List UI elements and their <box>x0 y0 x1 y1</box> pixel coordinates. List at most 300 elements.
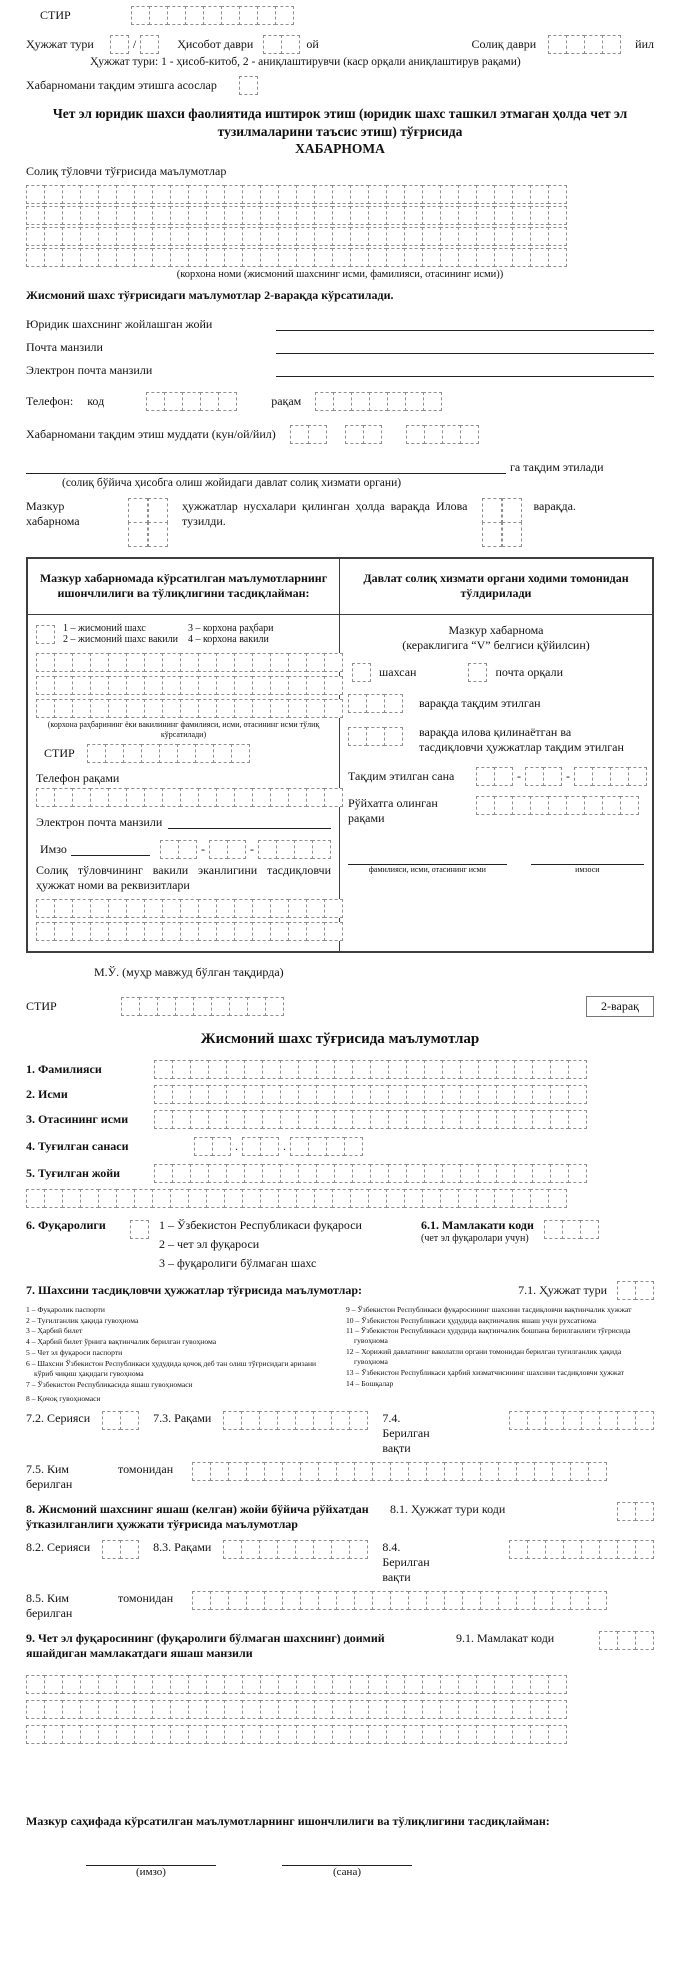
input-cell[interactable] <box>617 1631 636 1650</box>
input-cell[interactable] <box>331 1411 350 1430</box>
input-cell[interactable] <box>352 1110 371 1129</box>
input-cell[interactable] <box>102 1540 121 1559</box>
input-cell[interactable] <box>242 1137 261 1156</box>
input-cell[interactable] <box>231 744 250 763</box>
input-cell[interactable] <box>242 206 261 225</box>
rep-sign-day-cells[interactable] <box>160 840 197 859</box>
input-cell[interactable] <box>404 1725 423 1744</box>
input-cell[interactable] <box>170 206 189 225</box>
input-cell[interactable] <box>134 248 153 267</box>
input-cell[interactable] <box>164 392 183 411</box>
input-cell[interactable] <box>152 1675 171 1694</box>
input-cell[interactable] <box>44 1725 63 1744</box>
input-cell[interactable] <box>532 1110 551 1129</box>
input-cell[interactable] <box>512 1700 531 1719</box>
rep-name-cells-1[interactable] <box>36 653 331 672</box>
input-cell[interactable] <box>242 185 261 204</box>
input-cell[interactable] <box>234 653 253 672</box>
input-cell[interactable] <box>227 840 246 859</box>
input-cell[interactable] <box>494 1725 513 1744</box>
input-cell[interactable] <box>478 1110 497 1129</box>
input-cell[interactable] <box>229 997 248 1016</box>
input-cell[interactable] <box>534 1591 553 1610</box>
input-cell[interactable] <box>460 1085 479 1104</box>
input-cell[interactable] <box>368 1675 387 1694</box>
input-cell[interactable] <box>278 227 297 246</box>
input-cell[interactable] <box>460 1164 479 1183</box>
input-cell[interactable] <box>278 1189 297 1208</box>
rep-phone-cells[interactable] <box>36 788 331 807</box>
input-cell[interactable] <box>247 997 266 1016</box>
input-cell[interactable] <box>334 1060 353 1079</box>
input-cell[interactable] <box>242 1189 261 1208</box>
input-cell[interactable] <box>442 1164 461 1183</box>
input-cell[interactable] <box>278 185 297 204</box>
input-cell[interactable] <box>476 1700 495 1719</box>
in-person-cell[interactable] <box>352 663 371 682</box>
input-cell[interactable] <box>206 1700 225 1719</box>
phone-number-cells[interactable] <box>315 392 442 411</box>
input-cell[interactable] <box>388 1164 407 1183</box>
input-cell[interactable] <box>548 248 567 267</box>
input-cell[interactable] <box>580 1220 599 1239</box>
signer-code-cell[interactable] <box>36 625 55 644</box>
input-cell[interactable] <box>288 899 307 918</box>
input-cell[interactable] <box>224 1700 243 1719</box>
input-cell[interactable] <box>424 1164 443 1183</box>
input-cell[interactable] <box>545 1411 564 1430</box>
input-cell[interactable] <box>224 227 243 246</box>
input-cell[interactable] <box>98 227 117 246</box>
input-cell[interactable] <box>568 1110 587 1129</box>
input-cell[interactable] <box>126 899 145 918</box>
birthdate-year-cells[interactable] <box>290 1137 363 1156</box>
input-cell[interactable] <box>170 1675 189 1694</box>
input-cell[interactable] <box>372 1462 391 1481</box>
input-cell[interactable] <box>259 1411 278 1430</box>
input-cell[interactable] <box>552 1591 571 1610</box>
input-cell[interactable] <box>105 744 124 763</box>
input-cell[interactable] <box>239 6 258 25</box>
sheets-submitted-cells[interactable] <box>348 694 403 713</box>
input-cell[interactable] <box>306 676 325 695</box>
stir-cells[interactable] <box>131 6 294 25</box>
input-cell[interactable] <box>296 248 315 267</box>
input-cell[interactable] <box>270 922 289 941</box>
input-cell[interactable] <box>44 248 63 267</box>
input-cell[interactable] <box>180 653 199 672</box>
input-cell[interactable] <box>350 1675 369 1694</box>
input-cell[interactable] <box>442 1110 461 1129</box>
input-cell[interactable] <box>550 1085 569 1104</box>
input-cell[interactable] <box>224 1189 243 1208</box>
input-cell[interactable] <box>588 1591 607 1610</box>
input-cell[interactable] <box>265 997 284 1016</box>
input-cell[interactable] <box>252 699 271 718</box>
input-cell[interactable] <box>72 899 91 918</box>
input-cell[interactable] <box>635 1411 654 1430</box>
input-cell[interactable] <box>563 1411 582 1430</box>
input-cell[interactable] <box>496 1110 515 1129</box>
input-cell[interactable] <box>635 1631 654 1650</box>
input-cell[interactable] <box>370 1085 389 1104</box>
input-cell[interactable] <box>424 1060 443 1079</box>
input-cell[interactable] <box>296 1700 315 1719</box>
input-cell[interactable] <box>26 1189 45 1208</box>
input-cell[interactable] <box>314 1725 333 1744</box>
input-cell[interactable] <box>188 227 207 246</box>
input-cell[interactable] <box>351 392 370 411</box>
rep-sign-month-cells[interactable] <box>209 840 246 859</box>
input-cell[interactable] <box>241 1411 260 1430</box>
input-cell[interactable] <box>200 392 219 411</box>
input-cell[interactable] <box>258 840 277 859</box>
input-cell[interactable] <box>211 997 230 1016</box>
input-cell[interactable] <box>198 653 217 672</box>
input-cell[interactable] <box>44 1700 63 1719</box>
input-cell[interactable] <box>440 227 459 246</box>
input-cell[interactable] <box>326 1137 345 1156</box>
input-cell[interactable] <box>221 6 240 25</box>
input-cell[interactable] <box>514 1110 533 1129</box>
input-cell[interactable] <box>275 6 294 25</box>
input-cell[interactable] <box>244 1110 263 1129</box>
input-cell[interactable] <box>108 899 127 918</box>
input-cell[interactable] <box>44 185 63 204</box>
input-cell[interactable] <box>270 676 289 695</box>
input-cell[interactable] <box>516 1462 535 1481</box>
input-cell[interactable] <box>617 1540 636 1559</box>
input-cell[interactable] <box>234 699 253 718</box>
input-cell[interactable] <box>180 899 199 918</box>
input-cell[interactable] <box>368 1189 387 1208</box>
submit-date-month-cells[interactable] <box>525 767 562 786</box>
input-cell[interactable] <box>44 206 63 225</box>
input-cell[interactable] <box>108 699 127 718</box>
input-cell[interactable] <box>333 392 352 411</box>
ilova-count-cells[interactable] <box>482 499 522 547</box>
series-8-cells[interactable] <box>102 1540 139 1559</box>
input-cell[interactable] <box>386 1189 405 1208</box>
input-cell[interactable] <box>72 653 91 672</box>
input-cell[interactable] <box>259 1540 278 1559</box>
input-cell[interactable] <box>116 185 135 204</box>
input-cell[interactable] <box>226 1110 245 1129</box>
input-cell[interactable] <box>386 227 405 246</box>
postal-line[interactable] <box>276 340 654 354</box>
input-cell[interactable] <box>278 1675 297 1694</box>
input-cell[interactable] <box>80 1700 99 1719</box>
input-cell[interactable] <box>188 185 207 204</box>
input-cell[interactable] <box>313 1540 332 1559</box>
input-cell[interactable] <box>54 699 73 718</box>
input-cell[interactable] <box>422 1675 441 1694</box>
input-cell[interactable] <box>277 1411 296 1430</box>
name-cells[interactable] <box>154 1085 587 1104</box>
input-cell[interactable] <box>224 206 243 225</box>
input-cell[interactable] <box>509 1540 528 1559</box>
input-cell[interactable] <box>36 922 55 941</box>
rep-sign-year-cells[interactable] <box>258 840 331 859</box>
input-cell[interactable] <box>368 206 387 225</box>
input-cell[interactable] <box>260 1725 279 1744</box>
input-cell[interactable] <box>54 676 73 695</box>
doc-type-cells-a[interactable] <box>110 35 129 54</box>
input-cell[interactable] <box>476 206 495 225</box>
input-cell[interactable] <box>296 1725 315 1744</box>
input-cell[interactable] <box>224 248 243 267</box>
input-cell[interactable] <box>440 1700 459 1719</box>
input-cell[interactable] <box>98 1725 117 1744</box>
input-cell[interactable] <box>216 899 235 918</box>
input-cell[interactable] <box>460 425 479 444</box>
input-cell[interactable] <box>318 1462 337 1481</box>
input-cell[interactable] <box>116 206 135 225</box>
input-cell[interactable] <box>260 1189 279 1208</box>
input-cell[interactable] <box>294 840 313 859</box>
citizenship-cell[interactable] <box>130 1220 149 1239</box>
input-cell[interactable] <box>543 767 562 786</box>
input-cell[interactable] <box>252 788 271 807</box>
reg-number-cells[interactable] <box>476 796 639 815</box>
input-cell[interactable] <box>408 1591 427 1610</box>
input-cell[interactable] <box>149 6 168 25</box>
input-cell[interactable] <box>206 1189 225 1208</box>
input-cell[interactable] <box>480 1462 499 1481</box>
input-cell[interactable] <box>262 1110 281 1129</box>
rep-name-cells-2[interactable] <box>36 676 331 695</box>
input-cell[interactable] <box>188 1725 207 1744</box>
input-cell[interactable] <box>336 1462 355 1481</box>
input-cell[interactable] <box>532 1085 551 1104</box>
input-cell[interactable] <box>550 1060 569 1079</box>
input-cell[interactable] <box>476 248 495 267</box>
input-cell[interactable] <box>306 788 325 807</box>
input-cell[interactable] <box>141 744 160 763</box>
input-cell[interactable] <box>234 676 253 695</box>
input-cell[interactable] <box>170 227 189 246</box>
input-cell[interactable] <box>306 899 325 918</box>
input-cell[interactable] <box>62 1675 81 1694</box>
birthplace-cells-1[interactable] <box>154 1164 587 1183</box>
input-cell[interactable] <box>244 1085 263 1104</box>
input-cell[interactable] <box>80 1189 99 1208</box>
input-cell[interactable] <box>98 1189 117 1208</box>
input-cell[interactable] <box>131 6 150 25</box>
input-cell[interactable] <box>494 248 513 267</box>
input-cell[interactable] <box>406 1110 425 1129</box>
input-cell[interactable] <box>206 227 225 246</box>
input-cell[interactable] <box>252 922 271 941</box>
input-cell[interactable] <box>123 744 142 763</box>
copies-count-cells[interactable] <box>128 499 168 547</box>
input-cell[interactable] <box>386 206 405 225</box>
input-cell[interactable] <box>423 392 442 411</box>
input-cell[interactable] <box>599 1411 618 1430</box>
input-cell[interactable] <box>116 248 135 267</box>
input-cell[interactable] <box>270 788 289 807</box>
submitted-to-line[interactable] <box>26 460 506 474</box>
input-cell[interactable] <box>80 185 99 204</box>
input-cell[interactable] <box>188 1700 207 1719</box>
rep-name-cells-3[interactable] <box>36 699 331 718</box>
input-cell[interactable] <box>458 1675 477 1694</box>
input-cell[interactable] <box>296 227 315 246</box>
input-cell[interactable] <box>126 788 145 807</box>
input-cell[interactable] <box>152 1725 171 1744</box>
input-cell[interactable] <box>242 1700 261 1719</box>
input-cell[interactable] <box>332 1189 351 1208</box>
input-cell[interactable] <box>234 788 253 807</box>
input-cell[interactable] <box>442 1060 461 1079</box>
input-cell[interactable] <box>368 248 387 267</box>
company-name-cells-4[interactable] <box>26 248 654 267</box>
input-cell[interactable] <box>226 1085 245 1104</box>
input-cell[interactable] <box>172 1060 191 1079</box>
input-cell[interactable] <box>146 392 165 411</box>
input-cell[interactable] <box>314 206 333 225</box>
input-cell[interactable] <box>242 1725 261 1744</box>
input-cell[interactable] <box>228 1591 247 1610</box>
input-cell[interactable] <box>617 1281 636 1300</box>
number-8-cells[interactable] <box>223 1540 368 1559</box>
input-cell[interactable] <box>203 6 222 25</box>
input-cell[interactable] <box>198 788 217 807</box>
input-cell[interactable] <box>116 1675 135 1694</box>
input-cell[interactable] <box>502 498 522 523</box>
input-cell[interactable] <box>584 796 603 815</box>
input-cell[interactable] <box>482 522 502 547</box>
input-cell[interactable] <box>332 1725 351 1744</box>
foreign-address-cells-3[interactable] <box>26 1725 654 1744</box>
input-cell[interactable] <box>424 1110 443 1129</box>
input-cell[interactable] <box>530 1189 549 1208</box>
input-cell[interactable] <box>444 1462 463 1481</box>
input-cell[interactable] <box>530 248 549 267</box>
input-cell[interactable] <box>458 185 477 204</box>
input-cell[interactable] <box>128 498 148 523</box>
input-cell[interactable] <box>270 699 289 718</box>
input-cell[interactable] <box>80 1675 99 1694</box>
input-cell[interactable] <box>525 767 544 786</box>
input-cell[interactable] <box>116 1189 135 1208</box>
input-cell[interactable] <box>54 788 73 807</box>
input-cell[interactable] <box>422 1189 441 1208</box>
input-cell[interactable] <box>478 1164 497 1183</box>
input-cell[interactable] <box>406 1060 425 1079</box>
input-cell[interactable] <box>300 1462 319 1481</box>
input-cell[interactable] <box>314 248 333 267</box>
input-cell[interactable] <box>512 248 531 267</box>
input-cell[interactable] <box>530 185 549 204</box>
input-cell[interactable] <box>530 1700 549 1719</box>
input-cell[interactable] <box>298 1110 317 1129</box>
input-cell[interactable] <box>144 653 163 672</box>
input-cell[interactable] <box>462 1462 481 1481</box>
input-cell[interactable] <box>44 1189 63 1208</box>
input-cell[interactable] <box>480 1591 499 1610</box>
input-cell[interactable] <box>384 694 403 713</box>
input-cell[interactable] <box>350 185 369 204</box>
deadline-year-cells[interactable] <box>406 425 479 444</box>
input-cell[interactable] <box>120 1411 139 1430</box>
input-cell[interactable] <box>209 840 228 859</box>
input-cell[interactable] <box>562 1220 581 1239</box>
input-cell[interactable] <box>212 1137 231 1156</box>
input-cell[interactable] <box>252 653 271 672</box>
input-cell[interactable] <box>270 899 289 918</box>
input-cell[interactable] <box>512 1725 531 1744</box>
patronymic-cells[interactable] <box>154 1110 587 1129</box>
legal-address-line[interactable] <box>276 317 654 331</box>
input-cell[interactable] <box>216 653 235 672</box>
input-cell[interactable] <box>350 1189 369 1208</box>
input-cell[interactable] <box>478 1060 497 1079</box>
input-cell[interactable] <box>72 676 91 695</box>
input-cell[interactable] <box>332 206 351 225</box>
input-cell[interactable] <box>224 1675 243 1694</box>
input-cell[interactable] <box>36 899 55 918</box>
input-cell[interactable] <box>336 1591 355 1610</box>
input-cell[interactable] <box>368 185 387 204</box>
input-cell[interactable] <box>332 1675 351 1694</box>
input-cell[interactable] <box>223 1540 242 1559</box>
input-cell[interactable] <box>350 1725 369 1744</box>
input-cell[interactable] <box>386 185 405 204</box>
input-cell[interactable] <box>314 1700 333 1719</box>
input-cell[interactable] <box>388 1060 407 1079</box>
input-cell[interactable] <box>440 206 459 225</box>
input-cell[interactable] <box>440 185 459 204</box>
input-cell[interactable] <box>210 1591 229 1610</box>
input-cell[interactable] <box>185 6 204 25</box>
input-cell[interactable] <box>280 1060 299 1079</box>
input-cell[interactable] <box>162 788 181 807</box>
input-cell[interactable] <box>262 1085 281 1104</box>
input-cell[interactable] <box>388 1110 407 1129</box>
input-cell[interactable] <box>194 1137 213 1156</box>
input-cell[interactable] <box>190 1085 209 1104</box>
input-cell[interactable] <box>242 248 261 267</box>
input-cell[interactable] <box>198 676 217 695</box>
input-cell[interactable] <box>288 922 307 941</box>
input-cell[interactable] <box>370 1164 389 1183</box>
input-cell[interactable] <box>545 1540 564 1559</box>
input-cell[interactable] <box>152 227 171 246</box>
input-cell[interactable] <box>635 1281 654 1300</box>
input-cell[interactable] <box>281 35 300 54</box>
input-cell[interactable] <box>62 206 81 225</box>
input-cell[interactable] <box>260 1700 279 1719</box>
input-cell[interactable] <box>566 35 585 54</box>
input-cell[interactable] <box>282 1462 301 1481</box>
input-cell[interactable] <box>476 227 495 246</box>
input-cell[interactable] <box>170 1189 189 1208</box>
input-cell[interactable] <box>80 227 99 246</box>
input-cell[interactable] <box>98 206 117 225</box>
input-cell[interactable] <box>350 248 369 267</box>
input-cell[interactable] <box>458 206 477 225</box>
input-cell[interactable] <box>548 1189 567 1208</box>
input-cell[interactable] <box>404 1675 423 1694</box>
input-cell[interactable] <box>512 796 531 815</box>
company-name-cells-2[interactable] <box>26 206 654 225</box>
input-cell[interactable] <box>180 676 199 695</box>
input-cell[interactable] <box>90 788 109 807</box>
input-cell[interactable] <box>348 727 367 746</box>
input-cell[interactable] <box>134 206 153 225</box>
input-cell[interactable] <box>90 676 109 695</box>
